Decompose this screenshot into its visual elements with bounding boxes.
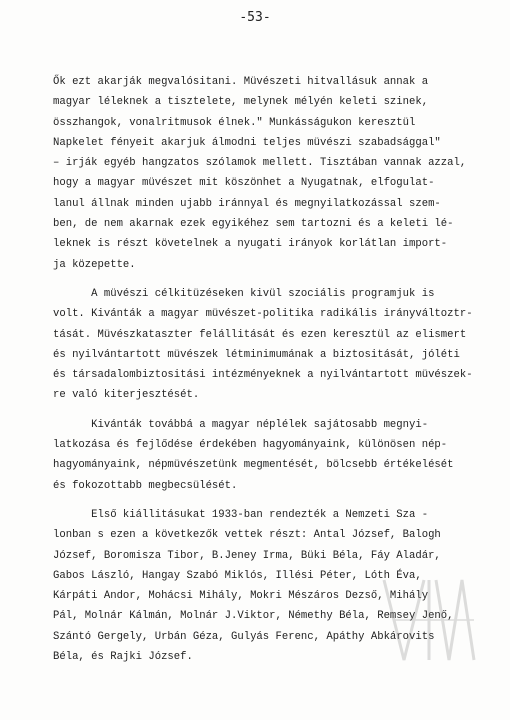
text-line: latkozása és fejlődése érdekében hagyományaink, különösen nép- — [53, 439, 448, 452]
paragraph — [53, 415, 473, 496]
text-line: Béla, és Rajki József. — [53, 651, 193, 664]
paragraph-gap — [53, 406, 473, 415]
text-line: ja közepette. — [53, 258, 136, 271]
text-line: leknek is részt követelnek a nyugati irányok korlátlan import- — [53, 238, 448, 251]
text-line: hagyományaink, népmüvészetünk megmentését, bölcsebb értékelését — [53, 459, 454, 472]
text-line: Kárpáti Andor, Mohácsi Mihály, Mokri Mészáros Dezső, Mihály — [53, 590, 429, 603]
text-line: lanul állnak minden ujabb iránnyal és megnyilatkozással szem- — [53, 197, 441, 210]
paragraph-gap — [53, 275, 473, 284]
text-line: magyar léleknek a tisztelete, melynek mélyén keleti szinek, — [53, 96, 429, 109]
text-line: Ők ezt akarják megvalósitani. Müvészeti hitvallásuk annak a — [53, 76, 429, 88]
text-line: Kivánták továbbá a magyar néplélek sajátosabb megnyi- — [53, 418, 429, 431]
text-line: lonban s ezen a következők vettek részt: Antal József, Balogh — [53, 529, 441, 542]
text-line: és fokozottabb megbecsülését. — [53, 479, 238, 492]
paragraph — [53, 284, 473, 406]
text-line: József, Boromisza Tibor, B.Jeney Irma, Büki Béla, Fáy Aladár, — [53, 549, 441, 562]
text-line: hogy a magyar müvészet mit köszönhet a Nyugatnak, elfogulat- — [53, 177, 435, 190]
paragraph-gap — [53, 496, 473, 505]
text-line: – irják egyéb hangzatos szólamok mellett. Tisztában vannak azzal, — [53, 157, 467, 170]
text-line: Napkelet fényeit akarjuk álmodni teljes müvészi szabadsággal" — [53, 136, 441, 149]
text-line: és társadalombiztositási intézményeknek a nyilvántartott müvészek- — [53, 369, 473, 382]
text-line: Szántó Gergely, Urbán Géza, Gulyás Ferenc, Apáthy Abkárovits — [53, 630, 435, 643]
text-line: és nyilvántartott müvészek létminimumának a biztositását, jóléti — [53, 348, 460, 361]
text-line: volt. Kivánták a magyar müvészet-politika radikális irányváltoztr- — [53, 308, 473, 321]
text-line: tását. Müvészkataszter felállitását és ezen keresztül az elismert — [53, 328, 467, 341]
page-number: -53- — [239, 10, 271, 25]
text-line: Pál, Molnár Kálmán, Molnár J.Viktor, Némethy Béla, Remsey Jenő, — [53, 610, 454, 623]
text-line: ben, de nem akarnak ezek egyikéhez sem tartozni és a keleti lé- — [53, 218, 454, 231]
watermark-logo — [374, 560, 494, 680]
text-line: összhangok, vonalritmusok élnek." Munkásságukon keresztül — [53, 116, 416, 129]
text-line: A müvészi célkitüzéseken kivül szociális programjuk is — [53, 287, 435, 300]
text-line: Első kiállitásukat 1933-ban rendezték a Nemzeti Sza - — [53, 508, 429, 521]
text-line: re való kiterjesztését. — [53, 389, 200, 402]
text-line: Gabos László, Hangay Szabó Miklós, Illési Péter, Lóth Éva, — [53, 569, 422, 582]
paragraph — [53, 72, 473, 275]
